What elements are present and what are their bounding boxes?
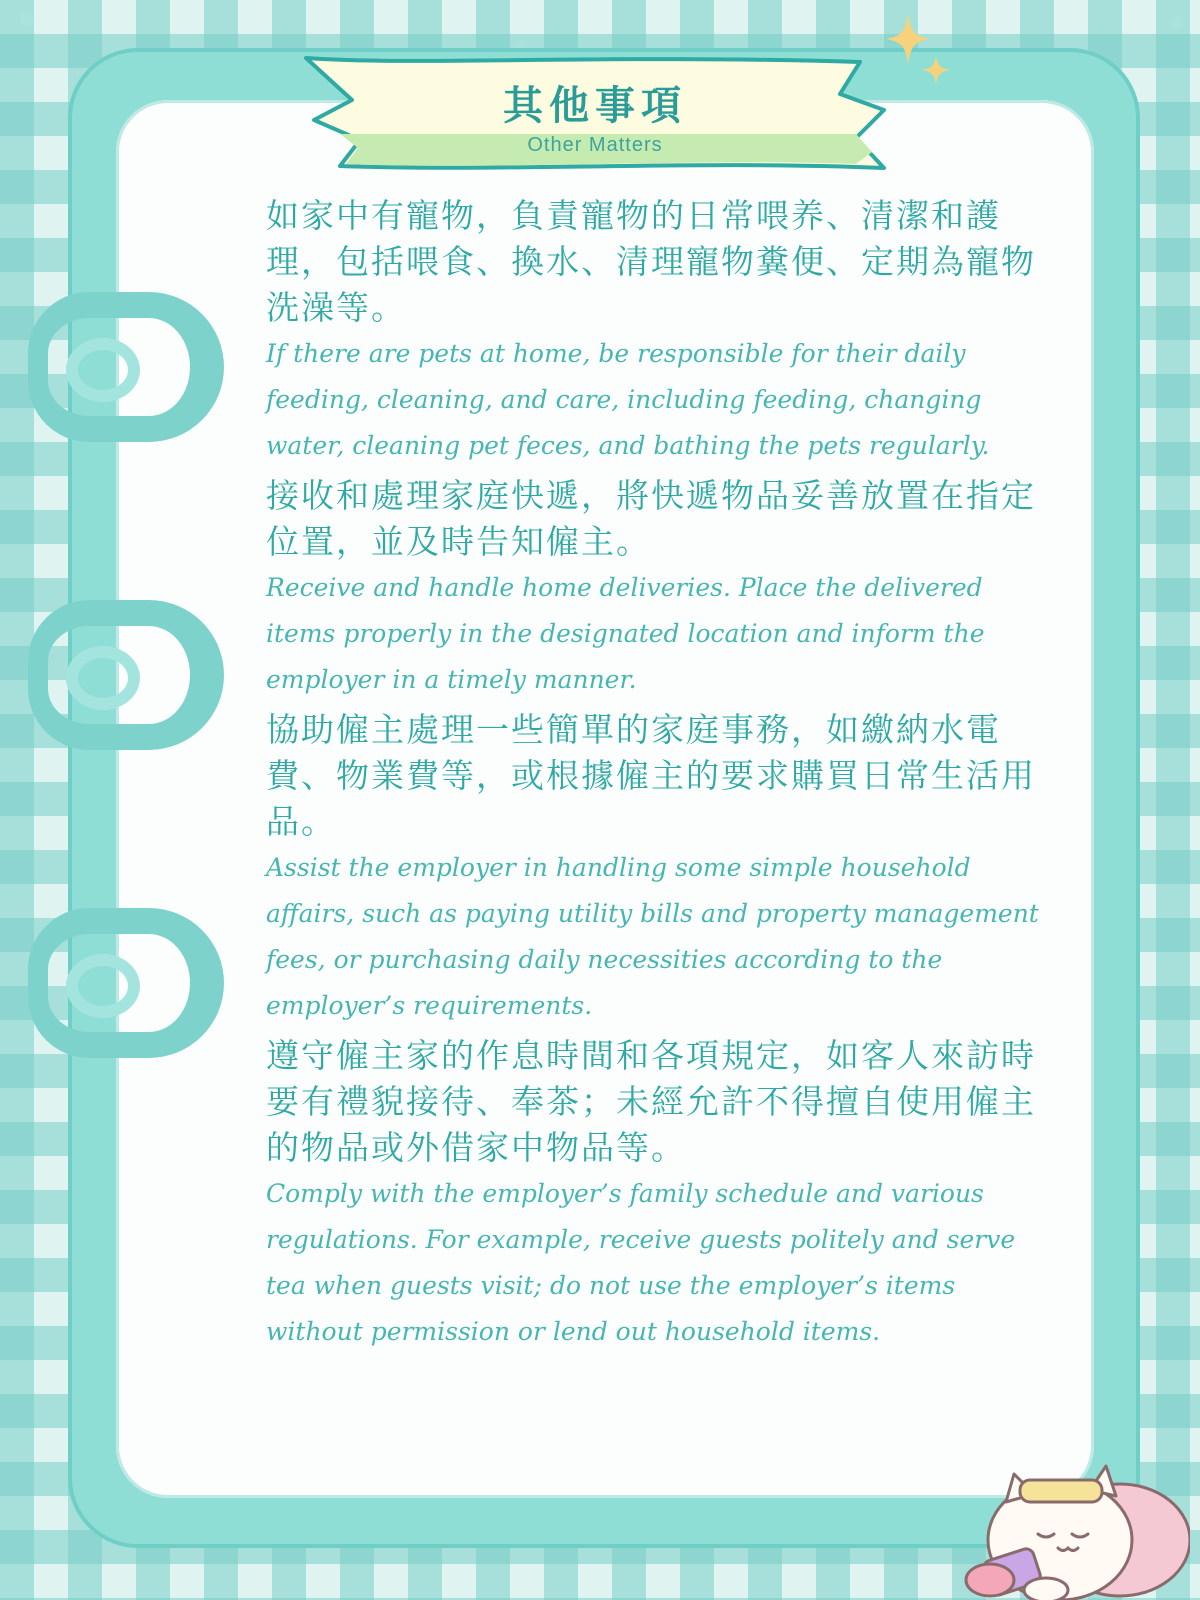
sleeping-cat-illustration	[950, 1430, 1190, 1600]
item-text-zh: 協助僱主處理一些簡單的家庭事務，如繳納水電費、物業費等，或根據僱主的要求購買日常生活用品。	[266, 710, 1036, 841]
decor-dot	[1170, 16, 1184, 30]
item-text-en: Comply with the employer’s family schedule and various regulations. For example, receive guests politely and serve tea when guests visit; do not use the employer’s items without permission or lend out household items.	[266, 1179, 1016, 1346]
sparkle-icon	[878, 6, 968, 96]
header-banner	[300, 52, 890, 176]
item-text-en: Receive and handle home deliveries. Place the delivered items properly in the designated location and inform the employer in a timely manner.	[266, 573, 985, 694]
list-item	[266, 707, 1056, 1029]
list-item	[266, 473, 1056, 703]
binder-ring-icon	[28, 908, 224, 1058]
item-text-zh: 遵守僱主家的作息時間和各項規定，如客人來訪時要有禮貌接待、奉茶；未經允許不得擅自使用僱主的物品或外借家中物品等。	[266, 1036, 1036, 1167]
item-text-en: Assist the employer in handling some simple household affairs, such as paying utility bills and property management fees, or purchasing daily necessities according to the employer’s requirements.	[266, 853, 1039, 1020]
item-text-zh: 如家中有寵物，負責寵物的日常喂养、清潔和護理，包括喂食、換水、清理寵物糞便、定期為寵物洗澡等。	[266, 196, 1036, 327]
item-text-en: If there are pets at home, be responsible for their daily feeding, cleaning, and care, including feeding, changing water, cleaning pet feces, and bathing the pets regularly.	[266, 339, 990, 460]
binder-ring-icon	[28, 292, 224, 442]
item-text-zh: 接收和處理家庭快遞，將快遞物品妥善放置在指定位置，並及時告知僱主。	[266, 476, 1036, 561]
page-subtitle: Other Matters	[527, 134, 663, 156]
binder-ring-icon	[28, 600, 224, 750]
list-item	[266, 193, 1056, 469]
list-item	[266, 1033, 1056, 1355]
decor-dot	[20, 12, 34, 26]
page-title: 其他事項	[503, 84, 687, 128]
matters-list	[266, 193, 1056, 1359]
